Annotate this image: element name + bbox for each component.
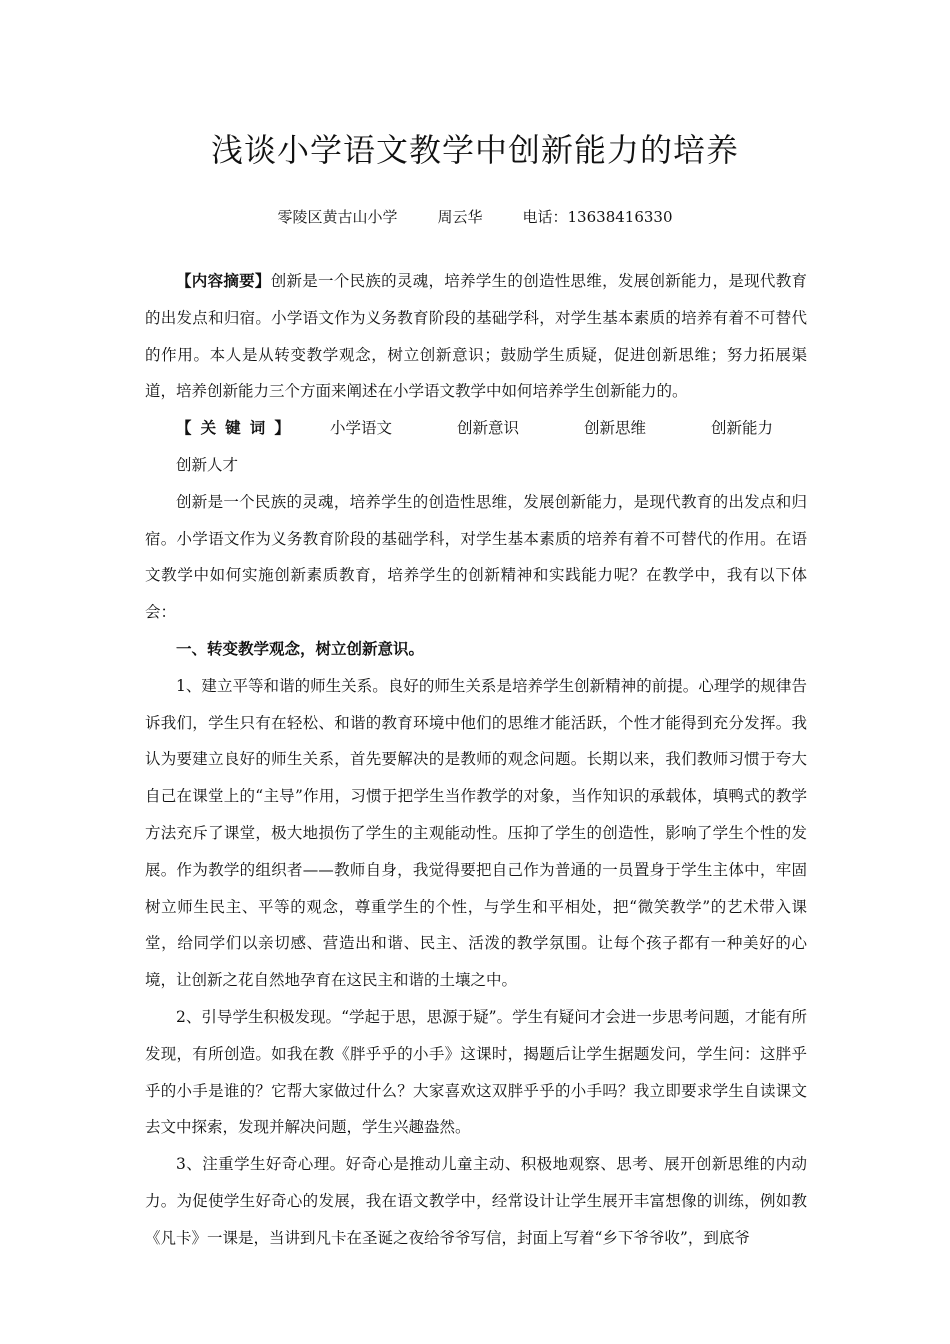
keyword-item: 创新意识 [456, 419, 519, 438]
keyword-item: 创新思维 [583, 419, 646, 438]
document-body [145, 263, 807, 1257]
intro-paragraph: 创新是一个民族的灵魂，培养学生的创造性思维，发展创新能力，是现代教育的出发点和归宿。小学语文作为义务教育阶段的基础学科，对学生基本素质的培养有着不可替代的作用。在语文教学中如何实施创新素质教育，培养学生的创新精神和实践能力呢？在教学中，我有以下体会： [145, 492, 807, 622]
section-paragraph: 3、注重学生好奇心理。好奇心是推动儿童主动、积极地观察、思考、展开创新思维的内动力。为促使学生好奇心的发展，我在语文教学中，经常设计让学生展开丰富想像的训练，例如教《凡卡》一课是，当讲到凡卡在圣诞之夜给爷爷写信，封面上写着“乡下爷爷收”，到底爷 [145, 1155, 807, 1247]
author-school: 零陵区黄古山小学 [277, 208, 398, 226]
author-line [145, 203, 805, 231]
abstract-paragraph [145, 263, 807, 410]
abstract-label: 【内容摘要】 [176, 272, 271, 290]
section-paragraph: 2、引导学生积极发现。“学起于思，思源于疑”。学生有疑问才会进一步思考问题，才能有所发现，有所创造。如我在教《胖乎乎的小手》这课时，揭题后让学生据题发问，学生问：这胖乎乎的小手是谁的？它帮大家做过什么？大家喜欢这双胖乎乎的小手吗？我立即要求学生自读课文去文中探索，发现并解决问题，学生兴趣盎然。 [145, 1007, 807, 1137]
section-heading: 一、转变教学观念，树立创新意识。 [176, 639, 425, 658]
author-name: 周云华 [437, 208, 483, 226]
keyword-item: 创新人才 [176, 455, 239, 474]
keyword-item: 小学语文 [329, 419, 392, 438]
author-phone: 电话：13638416330 [522, 208, 673, 226]
document-title: 浅谈小学语文教学中创新能力的培养 [210, 131, 739, 169]
section-paragraph: 1、建立平等和谐的师生关系。良好的师生关系是培养学生创新精神的前提。心理学的规律告诉我们，学生只有在轻松、和谐的教育环境中他们的思维才能活跃，个性才能得到充分发挥。我认为要建立良好的师生关系，首先要解决的是教师的观念问题。长期以来，我们教师习惯于夸大自己在课堂上的“主导”作用，习惯于把学生当作教学的对象，当作知识的承载体，填鸭式的教学方法充斥了课堂，极大地损伤了学生的主观能动性。压抑了学生的创造性，影响了学生个性的发展。作为教学的组织者——教师自身，我觉得要把自己作为普通的一员置身于学生主体中，牢固树立师生民主、平等的观念，尊重学生的个性，与学生和平相处，把“微笑教学”的艺术带入课堂，给同学们以亲切感、营造出和谐、民主、活泼的教学氛围。让每个孩子都有一种美好的心境，让创新之花自然地孕育在这民主和谐的土壤之中。 [145, 676, 807, 990]
abstract-text: 创新是一个民族的灵魂，培养学生的创造性思维，发展创新能力，是现代教育的出发点和归宿。小学语文作为义务教育阶段的基础学科，对学生基本素质的培养有着不可替代的作用。本人是从转变教学观念，树立创新意识；鼓励学生质疑，促进创新思维；努力拓展渠道，培养创新能力三个方面来阐述在小学语文教学中如何培养学生创新能力的。 [145, 272, 807, 401]
keyword-item: 创新能力 [710, 419, 773, 438]
keywords-paragraph [145, 410, 807, 484]
keywords-label: 【关键词】 [176, 419, 299, 438]
